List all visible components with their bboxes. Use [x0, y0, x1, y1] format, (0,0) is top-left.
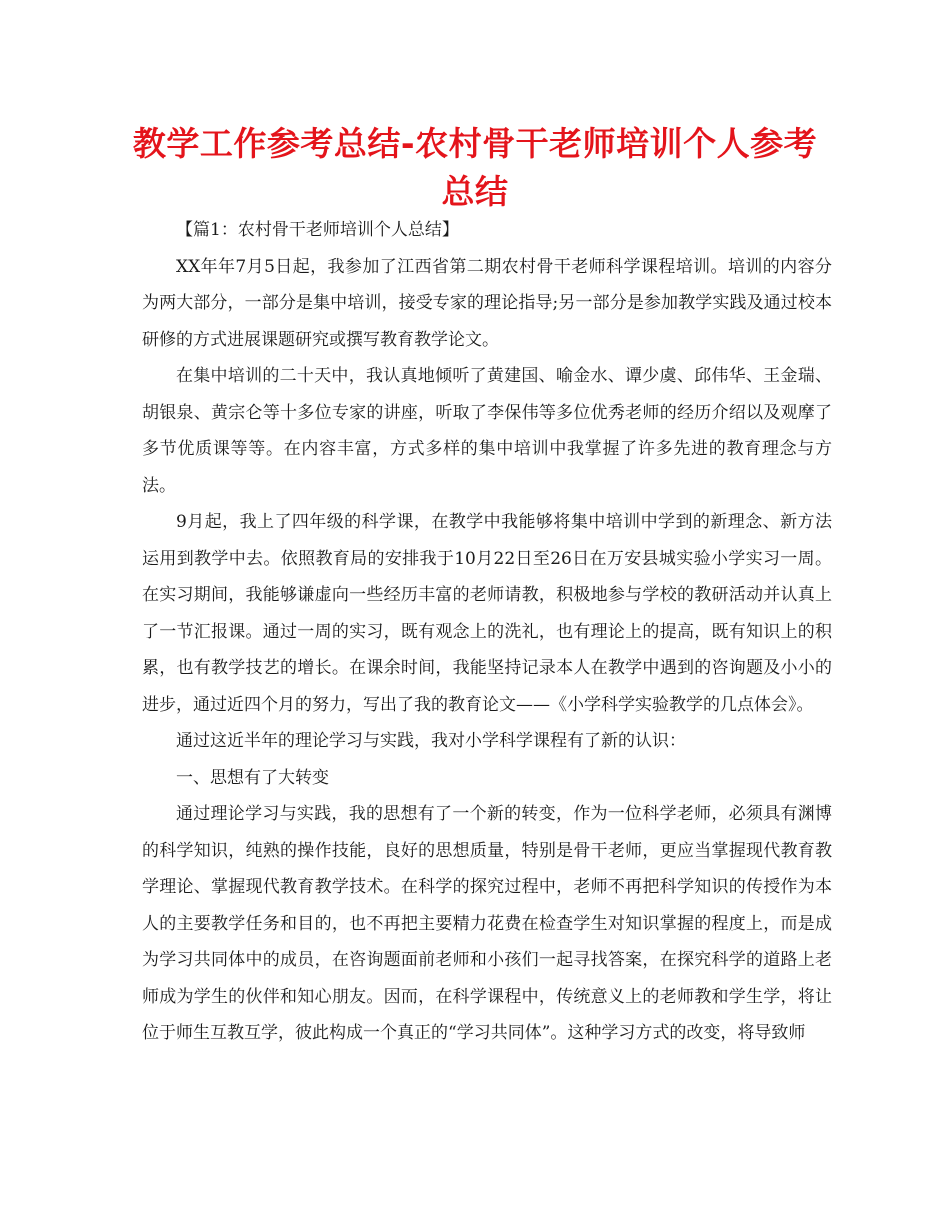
paragraph: 9月起，我上了四年级的科学课，在教学中我能够将集中培训中学到的新理念、新方法运用到教学中去。依照教育局的安排我于10月22日至26日在万安县城实验小学实习一周。在实习期间，我能够谦虚向一些经历丰富的老师请教，积极地参与学校的教研活动并认真上了一节汇报课。通过一周的实习，既有观念上的洗礼，也有理论上的提高，既有知识上的积累，也有教学技艺的增长。在课余时间，我能坚持记录本人在教学中遇到的咨询题及小小的进步，通过近四个月的努力，写出了我的教育论文——《小学科学实验教学的几点体会》。 — [142, 512, 832, 715]
paragraph: 在集中培训的二十天中，我认真地倾听了黄建国、喻金水、谭少虞、邱伟华、王金瑞、胡银泉、黄宗仑等十多位专家的讲座，听取了李保伟等多位优秀老师的经历介绍以及观摩了多节优质课等等。在内容丰富，方式多样的集中培训中我掌握了许多先进的教育理念与方法。 — [142, 366, 832, 496]
paragraph: 通过理论学习与实践，我的思想有了一个新的转变，作为一位科学老师，必须具有渊博的科学知识，纯熟的操作技能，良好的思想质量，特别是骨干老师，更应当掌握现代教育教学理论、掌握现代教育教学技术。在科学的探究过程中，老师不再把科学知识的传授作为本人的主要教学任务和目的，也不再把主要精力花费在检查学生对知识掌握的程度上，而是成为学习共同体中的成员，在咨询题面前老师和小孩们一起寻找答案，在探究科学的道路上老师成为学生的伙伴和知心朋友。因而，在科学课程中，传统意义上的老师教和学生学，将让位于师生互教互学，彼此构成一个真正的“学习共同体”。这种学习方式的改变，将导致师 — [142, 804, 832, 1043]
document-title: 教学工作参考总结-农村骨干老师培训个人参考总结 — [132, 124, 818, 211]
document-body — [142, 212, 832, 1052]
subsection-heading: 一、思想有了大转变 — [176, 767, 329, 788]
paragraph: XX年年7月5日起，我参加了江西省第二期农村骨干老师科学课程培训。培训的内容分为两大部分，一部分是集中培训，接受专家的理论指导;另一部分是参加教学实践及通过校本研修的方式进展课题研究或撰写教育教学论文。 — [142, 256, 832, 350]
section-heading: 【篇1：农村骨干老师培训个人总结】 — [176, 220, 459, 240]
paragraph: 通过这近半年的理论学习与实践，我对小学科学课程有了新的认识： — [176, 731, 686, 751]
